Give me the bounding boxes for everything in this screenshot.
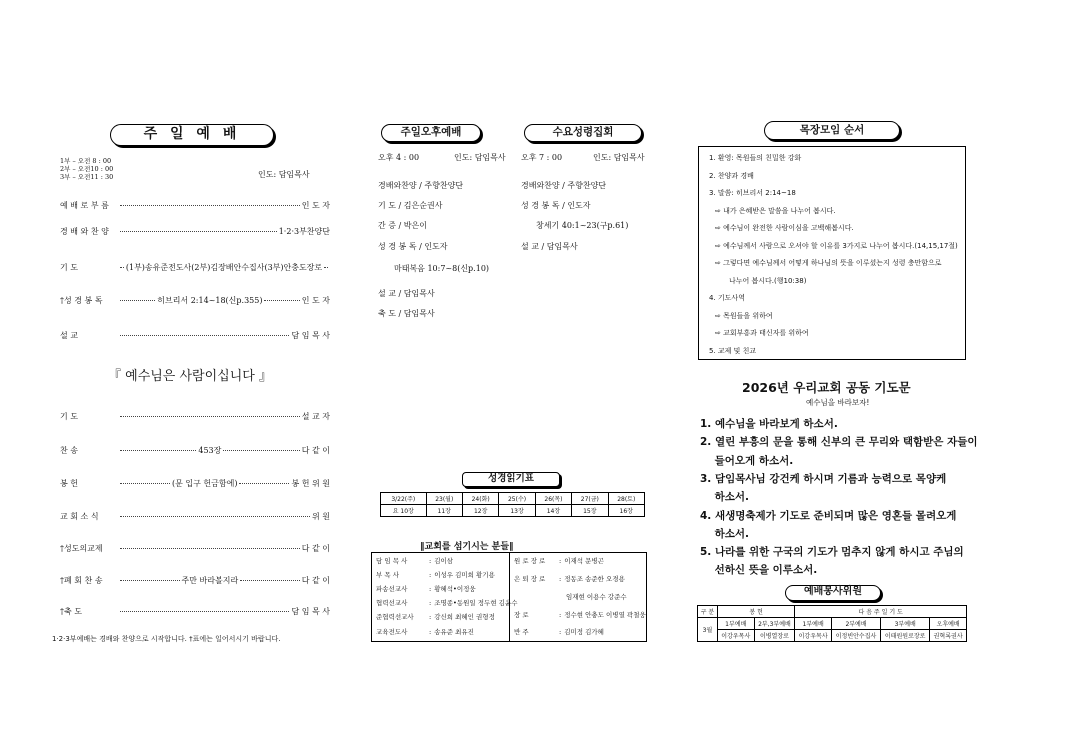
wednesday-time: 오후 7 : 00 bbox=[521, 153, 563, 162]
prayer-line: 하소서. bbox=[700, 491, 750, 504]
service-row bbox=[60, 262, 330, 273]
servant-role: 교육전도사 bbox=[376, 628, 408, 636]
servant-row bbox=[514, 627, 604, 636]
service-row bbox=[60, 330, 330, 341]
servant-role: 파송선교사 bbox=[376, 585, 408, 593]
service-row-label: 예 배 로 부 름 bbox=[60, 201, 109, 210]
servant-row bbox=[514, 592, 627, 601]
afternoon-line: 경배와찬양 / 주향찬양단 bbox=[378, 181, 464, 190]
service-row-label: †폐 회 찬 송 bbox=[60, 576, 103, 585]
service-row-detail: (1부)송유준전도사(2부)김장배안수집사(3부)안충도장로 bbox=[125, 263, 323, 272]
service-time-2: 2부 – 오전10 : 00 bbox=[60, 165, 114, 173]
servant-names: 김미정 김가혜 bbox=[564, 628, 604, 636]
wednesday-line: 경배와찬양 / 주향찬양단 bbox=[521, 181, 607, 190]
service-row bbox=[60, 411, 330, 422]
service-row-label: 설 교 bbox=[60, 331, 78, 340]
separator: : bbox=[429, 613, 432, 621]
servant-role: 장 로 bbox=[514, 611, 529, 619]
cell-meeting-item: 3. 말씀: 히브리서 2:14~18 bbox=[709, 189, 796, 197]
service-row bbox=[60, 295, 330, 306]
wc-sub-6: 오후예배 bbox=[930, 618, 967, 630]
service-row-label: 경 배 와 찬 양 bbox=[60, 227, 109, 236]
prayer-line: 3. 담임목사님 강건케 하시며 기름과 능력으로 목양케 bbox=[700, 472, 947, 485]
wc-cell-6: 권혁록권사 bbox=[930, 630, 967, 642]
servant-names: 이성우 김미희 황기용 bbox=[434, 571, 495, 579]
afternoon-leader: 인도: 담임목사 bbox=[454, 153, 506, 162]
servants-box bbox=[371, 552, 647, 642]
dotted-leader bbox=[120, 267, 124, 268]
servant-role: 협력선교사 bbox=[376, 599, 408, 607]
service-row-person: 다 같 이 bbox=[301, 576, 331, 585]
service-row-person: 다 같 이 bbox=[301, 544, 330, 553]
cell-meeting-item: ⇨ 예수님이 완전한 사람이심을 고백해봅시다. bbox=[715, 224, 854, 232]
servant-names: 송유준 최유진 bbox=[434, 628, 474, 636]
service-row bbox=[60, 606, 330, 617]
dotted-leader bbox=[239, 483, 289, 484]
sunday-worship-title: 주 일 예 배 bbox=[110, 124, 274, 146]
separator: : bbox=[429, 599, 432, 607]
prayer-line: 들어오게 하소서. bbox=[700, 454, 794, 467]
wednesday-line: 설 교 / 담임목사 bbox=[521, 242, 578, 251]
dotted-leader bbox=[120, 231, 277, 232]
service-row-person: 봉 헌 위 원 bbox=[291, 479, 331, 488]
cell-meeting-box bbox=[698, 146, 966, 360]
cell-meeting-item: ⇨ 목원들을 위하여 bbox=[715, 311, 773, 320]
cell-meeting-title: 목장모임 순서 bbox=[764, 121, 900, 140]
servants-title: ‖교회를 섬기시는 분들‖ bbox=[420, 542, 514, 552]
separator: : bbox=[559, 557, 562, 565]
afternoon-time: 오후 4 : 00 bbox=[378, 153, 420, 162]
wc-cell-5: 이태원원로장로 bbox=[881, 630, 930, 642]
reading-chapter: 16장 bbox=[608, 505, 644, 517]
servant-row bbox=[376, 627, 474, 636]
cell-meeting-item: 나누어 봅시다.(행10:38) bbox=[729, 276, 807, 285]
service-row-person: 1·2·3부찬양단 bbox=[278, 227, 330, 236]
dotted-leader bbox=[120, 516, 310, 517]
cell-meeting-item: ⇨ 내가 은혜받은 말씀을 나누어 봅시다. bbox=[715, 206, 836, 215]
reading-day: 25(수) bbox=[499, 493, 535, 505]
servant-role: 은 퇴 장 로 bbox=[514, 575, 546, 583]
afternoon-line: 기 도 / 김은순권사 bbox=[378, 201, 443, 210]
dotted-leader bbox=[120, 300, 155, 301]
service-row-person: 담 임 목 사 bbox=[291, 331, 330, 340]
afternoon-line: 마태복음 10:7~8(신p.10) bbox=[394, 264, 490, 273]
service-row-person: 인 도 자 bbox=[301, 296, 330, 305]
separator: : bbox=[429, 628, 432, 636]
separator: : bbox=[429, 557, 432, 565]
dotted-leader bbox=[324, 267, 328, 268]
cell-meeting-item: 2. 찬양과 경배 bbox=[709, 171, 754, 180]
prayer-line: 4. 새생명축제가 기도로 준비되며 많은 영혼들 몰려오게 bbox=[700, 509, 957, 522]
afternoon-line: 축 도 / 담임목사 bbox=[378, 309, 435, 318]
servant-role: 준협력선교사 bbox=[376, 613, 414, 621]
dotted-leader bbox=[120, 611, 289, 612]
wc-head-offering: 봉 헌 bbox=[717, 606, 794, 618]
sunday-leader: 인도: 담임목사 bbox=[258, 170, 310, 179]
prayer-line: 1. 예수님을 바라보게 하소서. bbox=[700, 418, 838, 430]
wc-sub-3: 1부예배 bbox=[795, 618, 832, 630]
reading-chapter: 14장 bbox=[535, 505, 571, 517]
afternoon-line: 성 경 봉 독 / 인도자 bbox=[378, 242, 448, 251]
wc-sub-5: 3부예배 bbox=[881, 618, 930, 630]
dotted-leader bbox=[120, 580, 180, 581]
reading-day: 3/22(주) bbox=[381, 493, 427, 505]
servant-row bbox=[376, 612, 495, 621]
servant-row bbox=[514, 556, 604, 565]
servant-names: 임재현 이용수 강준수 bbox=[566, 593, 627, 601]
service-row-label: 봉 헌 bbox=[60, 479, 78, 488]
reading-day: 28(토) bbox=[608, 493, 644, 505]
reading-chapter: 15장 bbox=[572, 505, 608, 517]
service-row-label: 기 도 bbox=[60, 412, 78, 421]
service-time-1: 1부 – 오전 8 : 00 bbox=[60, 157, 112, 165]
separator: : bbox=[429, 585, 432, 593]
prayer-line: 2. 열린 부흥의 문을 통해 신부의 큰 무리와 택함받은 자들이 bbox=[700, 436, 978, 449]
dotted-leader bbox=[240, 580, 300, 581]
bible-reading-table bbox=[380, 492, 645, 517]
service-row bbox=[60, 575, 330, 586]
dotted-leader bbox=[120, 416, 300, 417]
servant-row bbox=[376, 598, 518, 607]
wc-cell-4: 이정빈안수집사 bbox=[831, 630, 880, 642]
servant-row bbox=[514, 574, 625, 583]
service-row bbox=[60, 543, 330, 554]
sermon-title: 『 예수님은 사람이십니다 』 bbox=[108, 369, 272, 384]
worship-committee-table bbox=[697, 605, 967, 642]
reading-chapter: 요 10장 bbox=[381, 505, 427, 517]
servant-role: 반 주 bbox=[514, 628, 529, 636]
cell-meeting-item: ⇨ 예수님께서 사람으로 오셔야 할 이유를 3가지로 나누어 봅시다.(14,15,17절) bbox=[715, 241, 958, 250]
wc-month: 3월 bbox=[698, 618, 718, 642]
reading-day: 27(금) bbox=[572, 493, 608, 505]
separator: : bbox=[559, 575, 562, 583]
afternoon-line: 설 교 / 담임목사 bbox=[378, 289, 435, 298]
wednesday-line: 성 경 봉 독 / 인도자 bbox=[521, 201, 591, 210]
wednesday-leader: 인도: 담임목사 bbox=[593, 153, 645, 162]
bible-reading-title: 성경읽기표 bbox=[462, 472, 560, 487]
reading-chapter: 12장 bbox=[462, 505, 498, 517]
service-row-label: 찬 송 bbox=[60, 446, 78, 455]
service-row bbox=[60, 478, 330, 489]
servant-row bbox=[514, 610, 646, 619]
wc-head-category: 구 분 bbox=[698, 606, 718, 618]
service-row-person: 위 원 bbox=[312, 512, 330, 521]
servant-names: 김이삼 bbox=[434, 557, 454, 565]
wc-cell-3: 이강우목사 bbox=[795, 630, 832, 642]
service-row-label: †축 도 bbox=[60, 607, 82, 616]
wednesday-line: 창세기 40:1~23(구p.61) bbox=[536, 221, 629, 230]
service-row-label: †성 경 봉 독 bbox=[60, 296, 103, 305]
servant-names: 황혜석•이정웅 bbox=[434, 585, 476, 593]
cell-meeting-item: ⇨ 교회부흥과 태신자를 위하여 bbox=[715, 329, 809, 337]
service-row bbox=[60, 226, 330, 237]
prayer-subtitle: 예수님을 바라보자! bbox=[806, 398, 870, 407]
service-row-detail: 453장 bbox=[198, 446, 222, 455]
afternoon-line: 간 증 / 박은이 bbox=[378, 221, 427, 230]
cell-meeting-item: 1. 환영: 목원들의 친밀한 강화 bbox=[709, 154, 802, 162]
servant-names: 정동조 송준한 오경용 bbox=[564, 575, 625, 583]
service-row-person: 다 같 이 bbox=[301, 446, 330, 455]
reading-day: 26(목) bbox=[535, 493, 571, 505]
prayer-line: 하소서. bbox=[700, 527, 750, 540]
dotted-leader bbox=[223, 450, 299, 451]
wc-cell-1: 이강우목사 bbox=[717, 630, 754, 642]
prayer-line: 선하신 뜻을 이루소서. bbox=[700, 564, 818, 577]
service-row-label: 기 도 bbox=[60, 263, 78, 272]
service-row-person: 담 임 목 사 bbox=[291, 607, 330, 616]
servant-row bbox=[376, 556, 453, 565]
service-row-person: 설 교 자 bbox=[301, 412, 330, 421]
dotted-leader bbox=[120, 335, 289, 336]
servant-role: 담 임 목 사 bbox=[376, 557, 408, 565]
separator: : bbox=[559, 628, 562, 636]
service-row-detail: 히브리서 2:14~18(신p.355) bbox=[157, 296, 263, 305]
service-time-3: 3부 – 오전11 : 30 bbox=[60, 173, 114, 181]
prayer-line: 5. 나라를 위한 구국의 기도가 멈추지 않게 하시고 주님의 bbox=[700, 546, 964, 559]
footnote: 1·2·3부예배는 경배와 찬양으로 시작합니다. †표에는 일어서시기 바랍니다. bbox=[52, 635, 281, 643]
servant-role: 원 로 장 로 bbox=[514, 557, 546, 565]
wc-head-prayer: 다 음 주 일 기 도 bbox=[795, 606, 967, 618]
dotted-leader bbox=[120, 548, 300, 549]
service-times bbox=[60, 157, 113, 181]
service-row-label: 교 회 소 식 bbox=[60, 512, 99, 521]
servant-names: 강신희 최혜인 권형정 bbox=[434, 613, 495, 621]
reading-chapter: 11장 bbox=[426, 505, 462, 517]
servant-names: 정수현 안충도 이병열 곽철웅 bbox=[564, 611, 646, 619]
reading-day: 23(월) bbox=[426, 493, 462, 505]
wc-cell-2: 이병열장로 bbox=[754, 630, 795, 642]
service-row-detail: (문 입구 헌금함에) bbox=[172, 479, 238, 488]
worship-committee-title: 예배봉사위원 bbox=[785, 585, 881, 601]
service-row bbox=[60, 445, 330, 456]
prayer-title: 2026년 우리교회 공동 기도문 bbox=[742, 380, 911, 395]
service-row-detail: 주만 바라볼지라 bbox=[181, 576, 239, 585]
cell-meeting-item: 5. 교제 및 친교 bbox=[709, 346, 757, 355]
dotted-leader bbox=[264, 300, 299, 301]
service-row-person: 인 도 자 bbox=[301, 201, 330, 210]
servant-names: 이재석 문병곤 bbox=[564, 557, 604, 565]
cell-meeting-item: ⇨ 그렇다면 예수님께서 어떻게 하나님의 뜻을 이루셨는지 성령 충만함으로 bbox=[715, 259, 942, 267]
servant-row bbox=[376, 584, 476, 593]
separator: : bbox=[429, 571, 432, 579]
servant-role: 부 목 사 bbox=[376, 571, 399, 579]
servant-row bbox=[376, 570, 495, 579]
service-row-label: †성도의교제 bbox=[60, 544, 103, 553]
dotted-leader bbox=[120, 483, 170, 484]
wc-sub-4: 2부예배 bbox=[831, 618, 880, 630]
cell-meeting-item: 4. 기도사역 bbox=[709, 294, 745, 302]
wednesday-title: 수요성령집회 bbox=[524, 124, 642, 142]
afternoon-title: 주일오후예배 bbox=[381, 124, 481, 142]
reading-chapter: 13장 bbox=[499, 505, 535, 517]
servant-names: 조명종•동원일 정두현 김윤수 bbox=[434, 599, 518, 607]
service-row bbox=[60, 511, 330, 522]
dotted-leader bbox=[120, 450, 196, 451]
separator: : bbox=[559, 611, 562, 619]
wc-sub-1: 1부예배 bbox=[717, 618, 754, 630]
service-row bbox=[60, 200, 330, 211]
dotted-leader bbox=[120, 205, 300, 206]
wc-sub-2: 2부,3부예배 bbox=[754, 618, 795, 630]
reading-day: 24(화) bbox=[462, 493, 498, 505]
